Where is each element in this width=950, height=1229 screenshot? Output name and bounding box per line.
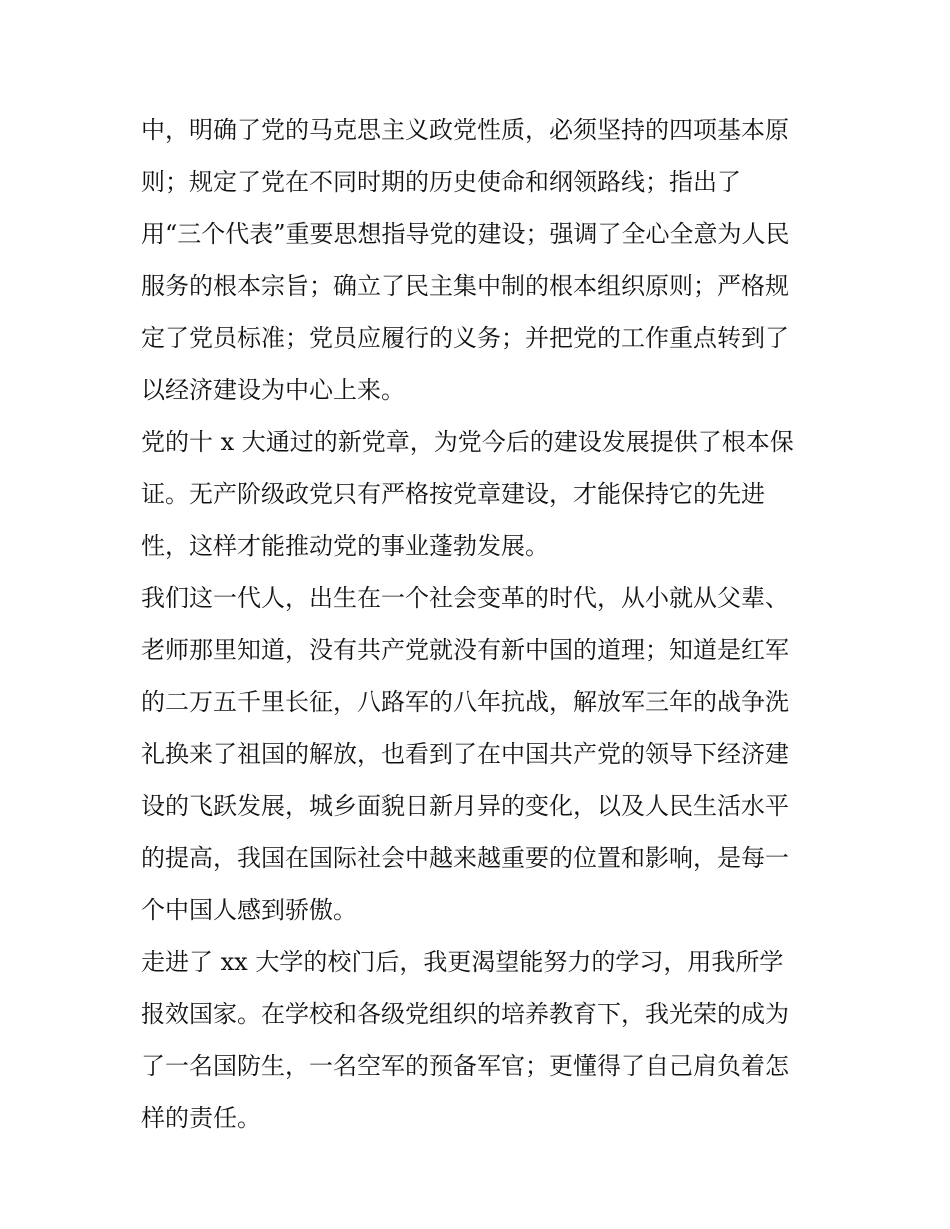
text-line-3: 用“三个代表”重要思想指导党的建设；强调了全心全意为人民: [141, 220, 790, 248]
text-line-13: 礼换来了祖国的解放，也看到了在中国共产党的领导下经济建: [141, 740, 789, 768]
text-line-8: 证。无产阶级政党只有严格按党章建设，才能保持它的先进: [141, 480, 765, 508]
text-line-7: 党的十 x 大通过的新党章，为党今后的建设发展提供了根本保: [141, 428, 794, 456]
text-line-6: 以经济建设为中心上来。: [141, 376, 405, 404]
text-line-19: 了一名国防生，一名空军的预备军官；更懂得了自己肩负着怎: [141, 1052, 789, 1080]
text-line-16: 个中国人感到骄傲。: [141, 896, 357, 924]
text-line-1: 中，明确了党的马克思主义政党性质，必须坚持的四项基本原: [141, 116, 789, 144]
text-line-9: 性，这样才能推动党的事业蓬勃发展。: [141, 532, 549, 560]
text-line-14: 设的飞跃发展，城乡面貌日新月异的变化，以及人民生活水平: [141, 792, 789, 820]
text-line-18: 报效国家。在学校和各级党组织的培养教育下，我光荣的成为: [141, 1000, 789, 1028]
text-line-20: 样的责任。: [141, 1104, 261, 1132]
document-body: [141, 104, 821, 1144]
text-line-2: 则；规定了党在不同时期的历史使命和纲领路线；指出了: [141, 168, 741, 196]
text-line-5: 定了党员标准；党员应履行的义务；并把党的工作重点转到了: [141, 324, 789, 352]
text-line-4: 服务的根本宗旨；确立了民主集中制的根本组织原则；严格规: [141, 272, 789, 300]
text-line-11: 老师那里知道，没有共产党就没有新中国的道理；知道是红军: [141, 636, 789, 664]
text-line-15: 的提高，我国在国际社会中越来越重要的位置和影响，是每一: [141, 844, 789, 872]
text-line-12: 的二万五千里长征，八路军的八年抗战，解放军三年的战争洗: [141, 688, 789, 716]
text-line-10: 我们这一代人，出生在一个社会变革的时代，从小就从父辈、: [141, 584, 789, 612]
text-line-17: 走进了 xx 大学的校门后，我更渴望能努力的学习，用我所学: [141, 948, 784, 976]
